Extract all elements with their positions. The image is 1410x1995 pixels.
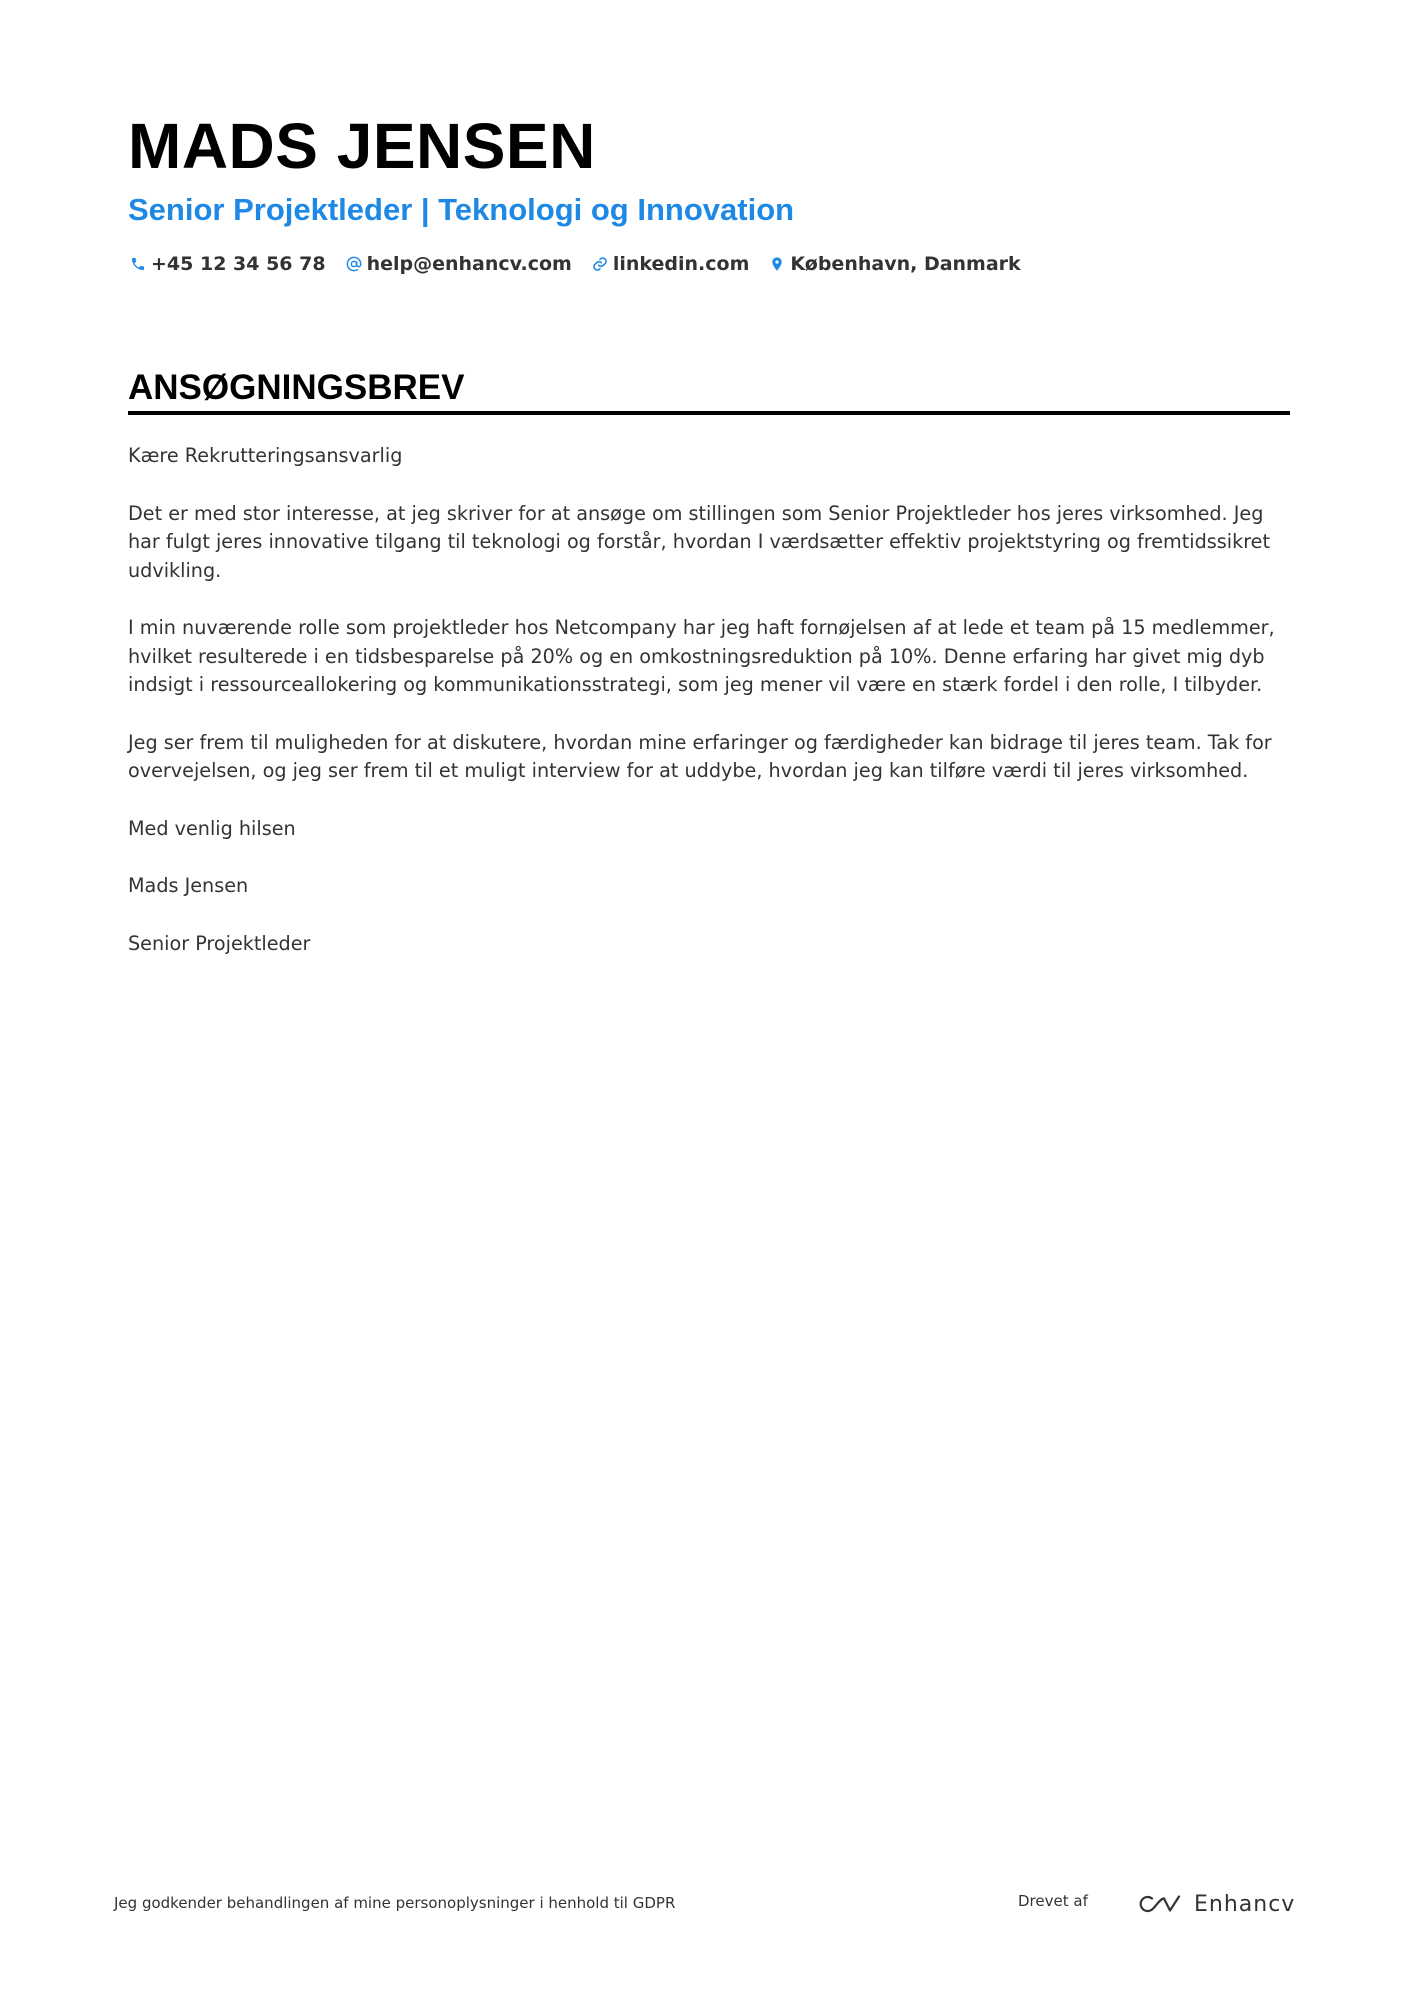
header bbox=[128, 108, 1290, 278]
enhancv-logo[interactable] bbox=[1138, 1890, 1295, 1918]
signature-title: Senior Projektleder bbox=[128, 931, 311, 955]
enhancv-logo-icon bbox=[1138, 1893, 1182, 1915]
contact-location bbox=[767, 253, 1020, 275]
contact-email[interactable] bbox=[344, 253, 572, 275]
letter-paragraph-3: Jeg ser frem til muligheden for at diskutere, hvordan mine erfaringer og færdigheder kan bidrage til jeres team. Tak for overvejelsen, og jeg ser frem til et muligt interview for at uddybe, hvordan jeg kan tilføre værdi til jeres virksomhed. bbox=[128, 730, 1272, 782]
contact-phone bbox=[128, 253, 326, 275]
signature-name: Mads Jensen bbox=[128, 874, 249, 897]
contact-email-text: help@enhancv.com bbox=[366, 253, 572, 275]
powered-by-label: Drevet af bbox=[1018, 1892, 1088, 1910]
gdpr-consent: Jeg godkender behandlingen af mine personoplysninger i henhold til GDPR bbox=[114, 1894, 676, 1912]
section-divider bbox=[128, 411, 1290, 415]
applicant-name: MADS JENSEN bbox=[128, 110, 596, 182]
applicant-title: Senior Projektleder | Teknologi og Innovation bbox=[128, 192, 795, 227]
phone-icon bbox=[128, 253, 148, 275]
contact-phone-text: +45 12 34 56 78 bbox=[151, 253, 326, 275]
at-icon bbox=[344, 253, 364, 275]
enhancv-logo-text: Enhancv bbox=[1194, 1891, 1296, 1917]
letter-greeting: Kære Rekrutteringsansvarlig bbox=[128, 444, 403, 467]
contact-location-text: København, Danmark bbox=[790, 253, 1021, 275]
contact-linkedin[interactable] bbox=[590, 253, 750, 275]
contact-list bbox=[128, 250, 1290, 278]
letter-body bbox=[128, 442, 1290, 987]
link-icon bbox=[590, 253, 610, 275]
location-pin-icon bbox=[767, 253, 787, 275]
contact-linkedin-text: linkedin.com bbox=[612, 253, 750, 275]
letter-closing: Med venlig hilsen bbox=[128, 816, 296, 840]
section-title: ANSØGNINGSBREV bbox=[128, 368, 465, 407]
letter-paragraph-2: I min nuværende rolle som projektleder hos Netcompany har jeg haft fornøjelsen af at lede et team på 15 medlemmer, hvilket resulterede i en tidsbesparelse på 20% og en omkostningsreduktion på 10%. Denne erfaring har givet mig dyb indsigt i ressourceallokering og kommunikationsstrategi, som jeg mener vil være en stærk fordel i den rolle, I tilbyder. bbox=[128, 616, 1275, 696]
letter-paragraph-1: Det er med stor interesse, at jeg skriver for at ansøge om stillingen som Senior Projektleder hos jeres virksomhed. Jeg har fulgt jeres innovative tilgang til teknologi og forstår, hvordan I værdsætter effektiv projektstyring og fremtidssikret udvikling. bbox=[128, 501, 1271, 582]
